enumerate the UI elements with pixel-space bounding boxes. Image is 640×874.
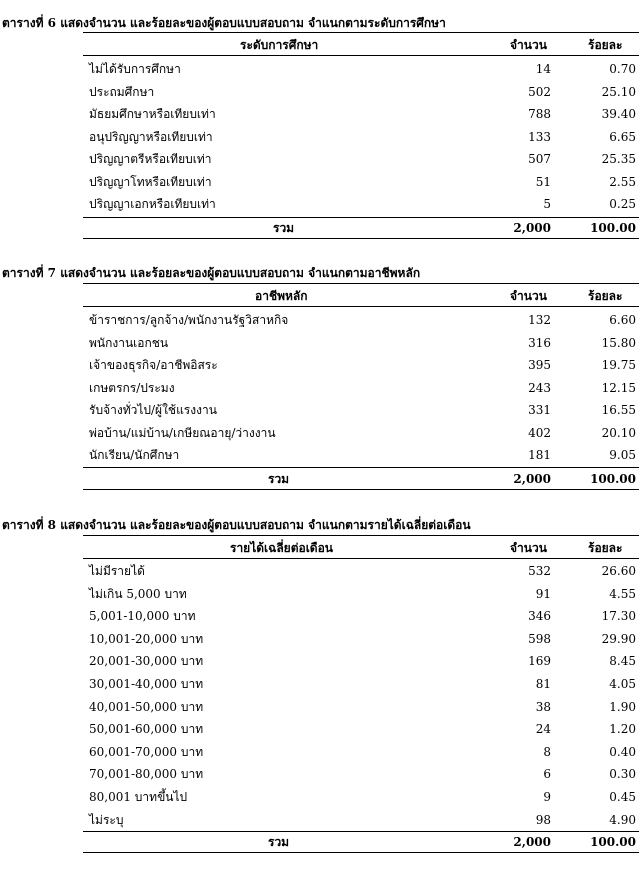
table-row-percent: 25.35 [601, 152, 636, 166]
table-row-percent: 15.80 [601, 335, 636, 350]
table-6-top-rule [83, 32, 639, 33]
table-7-header-count: จำนวน [510, 289, 547, 303]
table-6-header-rule [83, 55, 639, 56]
table-row-label: เจ้าของธุรกิจ/อาชีพอิสระ [89, 358, 218, 372]
table-row-label: 30,001-40,000 บาท [89, 677, 204, 691]
table-row-label: 50,001-60,000 บาท [89, 722, 204, 737]
table-row-percent: 0.30 [609, 767, 636, 782]
table-row-percent: 16.55 [601, 403, 636, 417]
table-row-percent: 26.60 [601, 564, 636, 578]
table-row-percent: 29.90 [601, 631, 636, 646]
table-row-count: 181 [528, 448, 551, 462]
table-row-count: 98 [535, 812, 551, 827]
table-row-count: 6 [543, 767, 551, 782]
table-7-total-rule [83, 467, 639, 468]
table-row-percent: 12.15 [601, 380, 636, 395]
table-row-count: 346 [528, 609, 551, 624]
table-row-label: ไม่ได้รับการศึกษา [89, 62, 181, 76]
table-8-header-rule [83, 558, 639, 559]
table-8-top-rule [83, 535, 639, 536]
table-row-label: รับจ้างทั่วไป/ผู้ใช้แรงงาน [89, 403, 217, 417]
table-8-header-percent: ร้อยละ [588, 541, 623, 555]
table-row-count: 14 [535, 62, 551, 76]
table-row-label: พ่อบ้าน/แม่บ้าน/เกษียณอายุ/ว่างงาน [89, 425, 276, 440]
table-row-percent: 39.40 [601, 107, 636, 121]
table-row-label: 5,001-10,000 บาท [89, 609, 196, 624]
table-row-percent: 4.55 [609, 586, 636, 601]
table-row-label: 40,001-50,000 บาท [89, 699, 204, 714]
table-row-count: 169 [528, 654, 551, 669]
table-row-label: อนุปริญญาหรือเทียบเท่า [89, 129, 213, 144]
table-row-label: ปริญญาตรีหรือเทียบเท่า [89, 152, 212, 166]
table-7-header-rule [83, 306, 639, 307]
table-row-percent: 0.40 [609, 744, 636, 759]
table-row-percent: 4.05 [609, 677, 636, 691]
table-row-count: 532 [528, 564, 551, 578]
table-6-total-label: รวม [273, 221, 295, 235]
table-row-count: 132 [528, 313, 551, 327]
table-row-label: ปริญญาเอกหรือเทียบเท่า [89, 197, 216, 211]
table-row-label: 10,001-20,000 บาท [89, 631, 204, 646]
table-row-percent: 9.05 [609, 448, 636, 462]
table-row-percent: 1.20 [609, 722, 636, 737]
table-7-total-percent: 100.00 [590, 472, 636, 486]
table-row-count: 331 [528, 403, 551, 417]
table-row-label: 20,001-30,000 บาท [89, 654, 204, 669]
table-row-percent: 0.70 [609, 62, 636, 76]
table-6-total-percent: 100.00 [590, 221, 636, 235]
table-row-percent: 0.25 [609, 197, 636, 211]
table-row-label: 80,001 บาทขึ้นไป [89, 790, 188, 804]
table-8-caption: ตารางที่ 8 แสดงจำนวน และร้อยละของผู้ตอบแบบสอบถาม จำแนกตามรายได้เฉลี่ยต่อเดือน [2, 518, 471, 532]
table-row-label: 70,001-80,000 บาท [89, 767, 204, 782]
table-row-count: 402 [528, 425, 551, 440]
table-row-count: 24 [535, 722, 551, 737]
table-6-bottom-rule [83, 238, 639, 239]
table-row-percent: 25.10 [601, 84, 636, 99]
table-row-label: ไม่เกิน 5,000 บาท [89, 586, 187, 601]
table-row-percent: 20.10 [601, 425, 636, 440]
table-row-count: 395 [528, 358, 551, 372]
table-7-bottom-rule [83, 489, 639, 490]
table-row-count: 81 [535, 677, 551, 691]
table-row-label: ไม่ระบุ [89, 812, 124, 827]
table-7-total-label: รวม [268, 472, 290, 486]
table-6-caption: ตารางที่ 6 แสดงจำนวน และร้อยละของผู้ตอบแบบสอบถาม จำแนกตามระดับการศึกษา [2, 16, 446, 30]
table-row-percent: 1.90 [609, 699, 636, 714]
table-row-percent: 19.75 [601, 358, 636, 372]
table-row-label: นักเรียน/นักศึกษา [89, 448, 180, 462]
table-row-label: มัธยมศึกษาหรือเทียบเท่า [89, 107, 216, 121]
table-6-header-count: จำนวน [510, 38, 547, 52]
table-8-bottom-rule [83, 852, 639, 853]
table-6-total-rule [83, 217, 639, 218]
table-row-percent: 8.45 [609, 654, 636, 669]
table-row-count: 507 [528, 152, 551, 166]
table-row-percent: 2.55 [609, 174, 636, 189]
table-6-header-level: ระดับการศึกษา [240, 38, 319, 52]
table-row-count: 8 [543, 744, 551, 759]
table-7-total-count: 2,000 [513, 472, 551, 486]
table-row-count: 316 [528, 335, 551, 350]
table-row-percent: 0.45 [609, 790, 636, 804]
table-row-percent: 6.65 [609, 129, 636, 144]
table-row-percent: 6.60 [609, 313, 636, 327]
table-7-header-percent: ร้อยละ [588, 289, 623, 303]
table-row-count: 788 [528, 107, 551, 121]
table-8-total-rule [83, 831, 639, 832]
table-8-total-label: รวม [268, 835, 290, 849]
table-row-count: 502 [528, 84, 551, 99]
table-7-caption: ตารางที่ 7 แสดงจำนวน และร้อยละของผู้ตอบแบบสอบถาม จำแนกตามอาชีพหลัก [2, 266, 421, 280]
table-row-label: ปริญญาโทหรือเทียบเท่า [89, 174, 212, 189]
table-8-total-count: 2,000 [513, 835, 551, 849]
table-row-count: 598 [528, 631, 551, 646]
table-row-label: ข้าราชการ/ลูกจ้าง/พนักงานรัฐวิสาหกิจ [89, 313, 289, 327]
table-row-label: ไม่มีรายได้ [89, 564, 145, 578]
table-6-header-percent: ร้อยละ [588, 38, 623, 52]
table-row-count: 91 [535, 586, 551, 601]
table-row-count: 38 [535, 699, 551, 714]
table-7-header-occupation: อาชีพหลัก [255, 289, 308, 303]
table-8-total-percent: 100.00 [590, 835, 636, 849]
table-row-label: พนักงานเอกชน [89, 335, 169, 350]
table-row-percent: 4.90 [609, 812, 636, 827]
table-row-label: 60,001-70,000 บาท [89, 744, 204, 759]
table-row-label: เกษตรกร/ประมง [89, 380, 175, 395]
table-8-header-count: จำนวน [510, 541, 547, 555]
table-row-count: 133 [528, 129, 551, 144]
table-7-top-rule [83, 283, 639, 284]
table-row-percent: 17.30 [601, 609, 636, 624]
table-6-total-count: 2,000 [513, 221, 551, 235]
table-row-count: 9 [543, 790, 551, 804]
table-8-header-income: รายได้เฉลี่ยต่อเดือน [230, 541, 334, 555]
table-row-count: 243 [528, 380, 551, 395]
table-row-count: 51 [535, 174, 551, 189]
table-row-label: ประถมศึกษา [89, 84, 155, 99]
table-row-count: 5 [543, 197, 551, 211]
